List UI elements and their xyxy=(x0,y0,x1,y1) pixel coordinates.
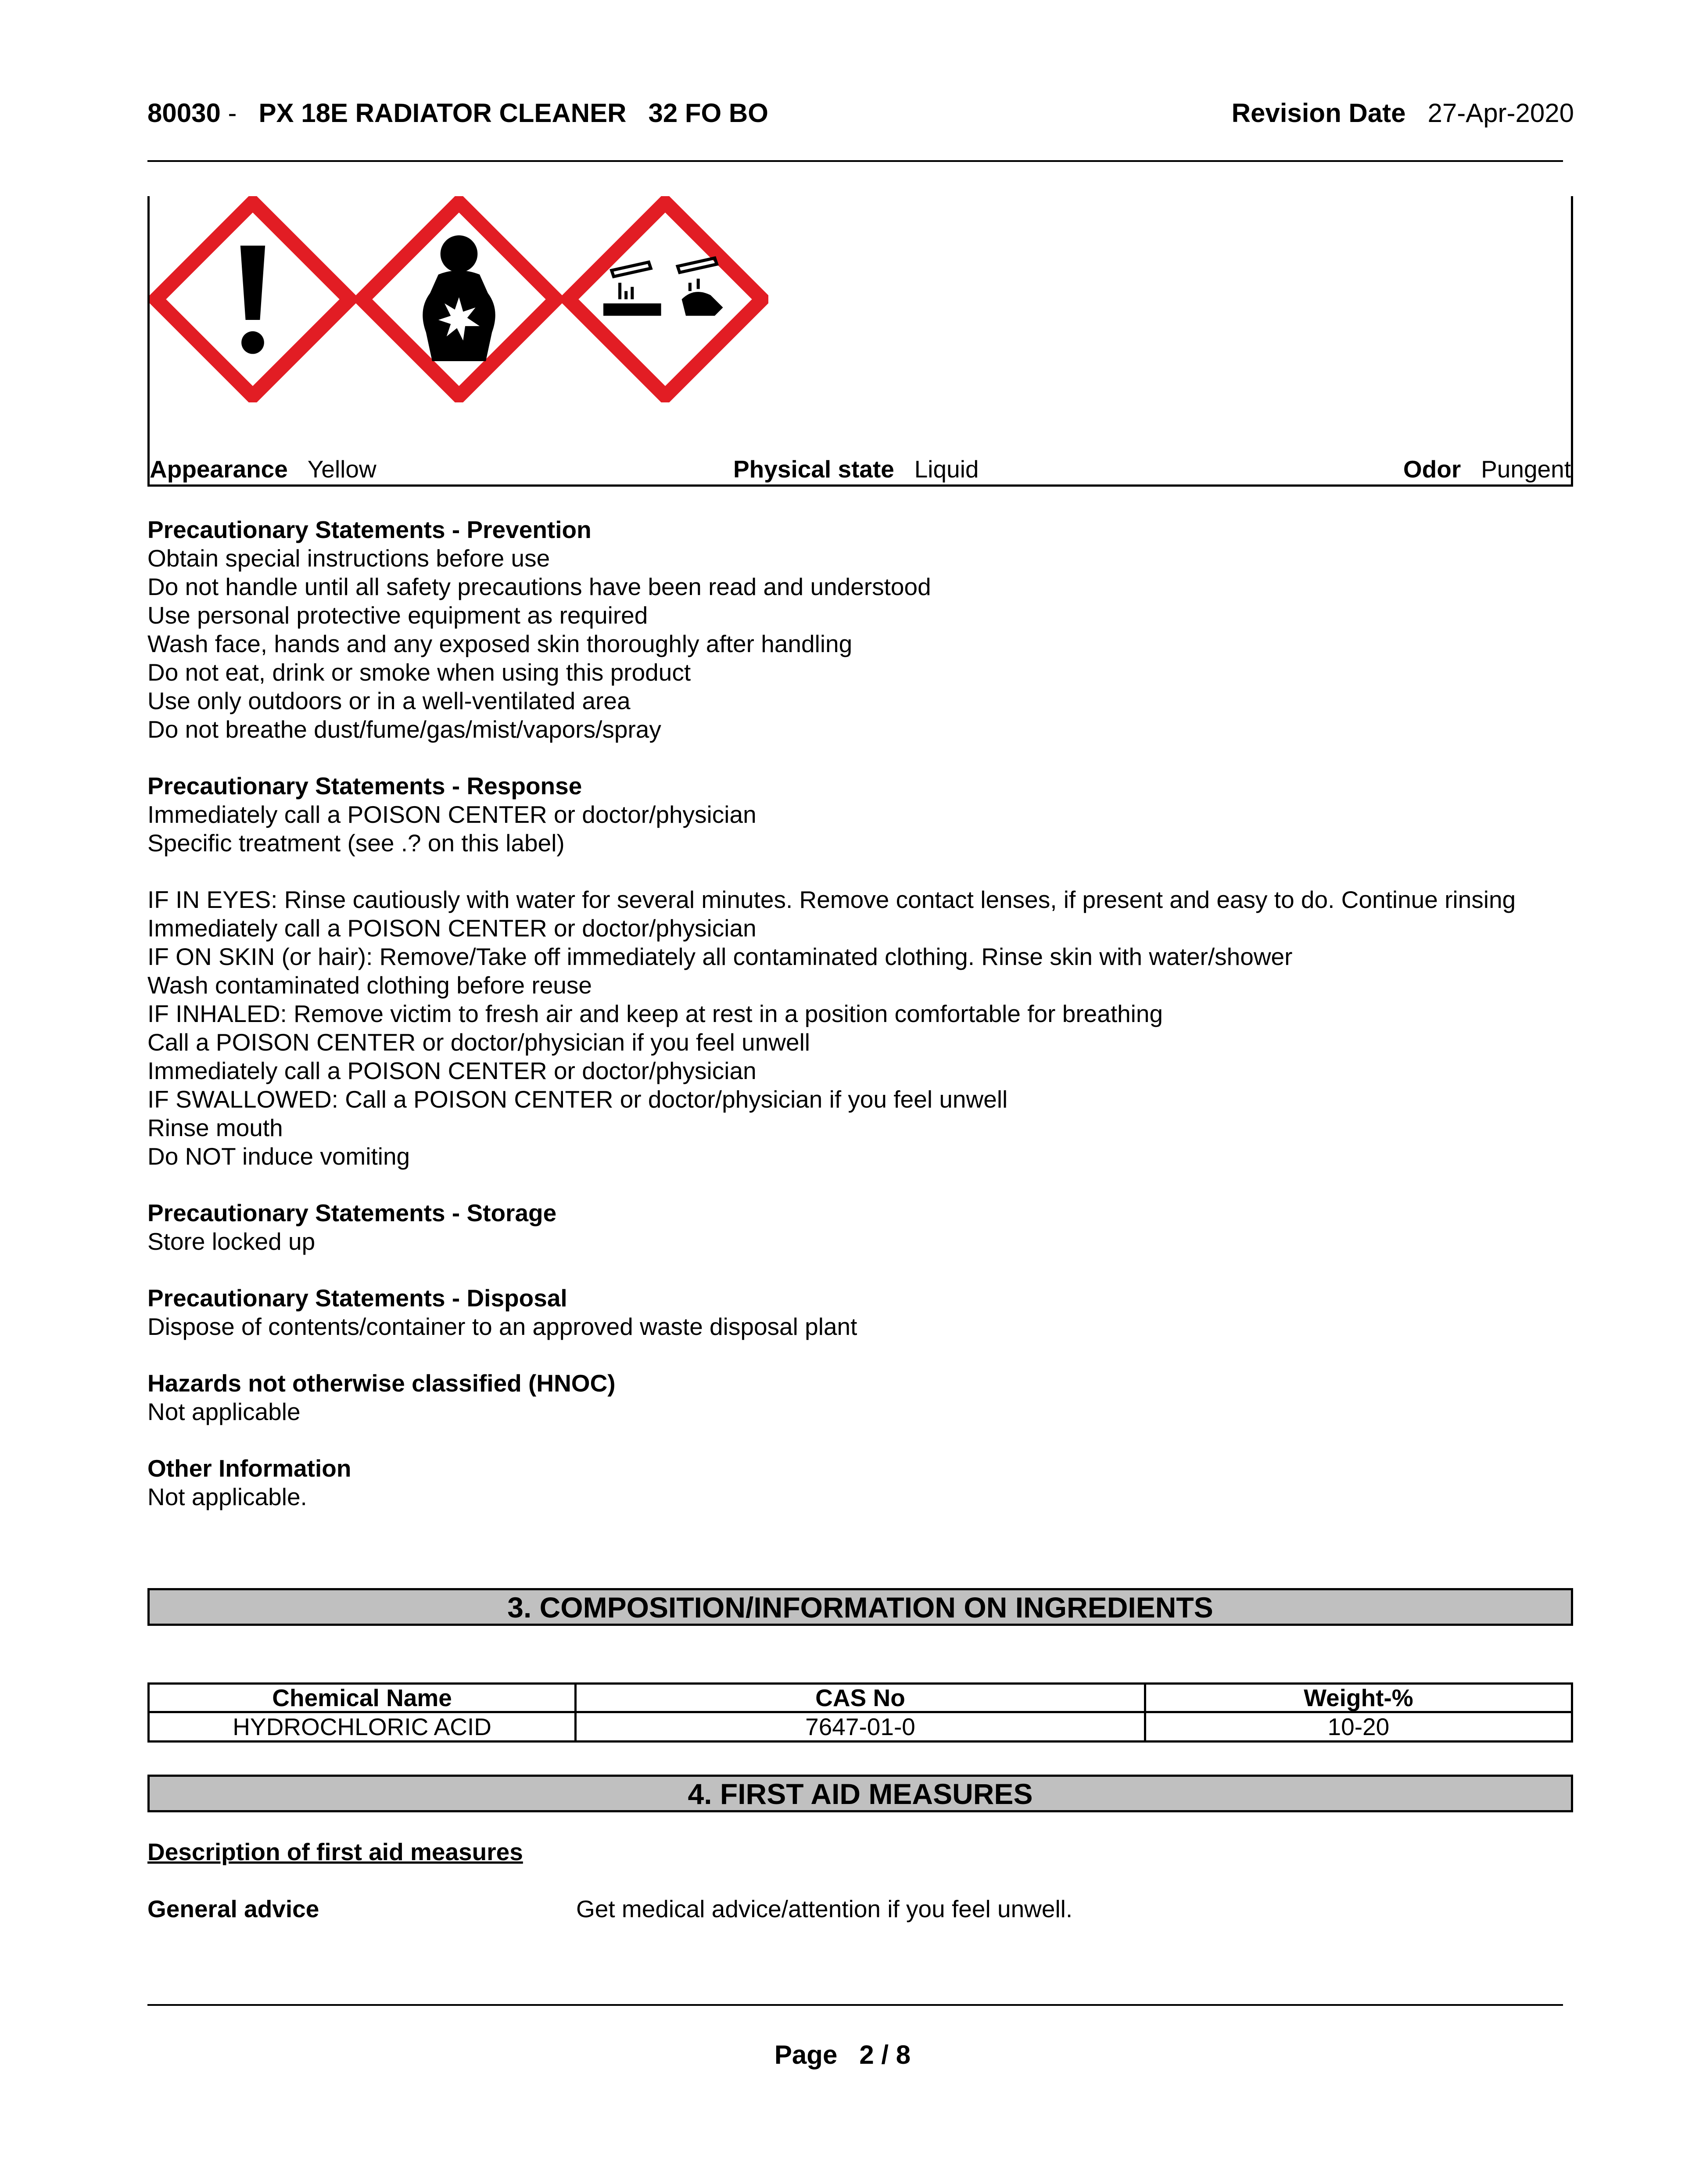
statement-line: Not applicable xyxy=(147,1398,301,1425)
section-title: Hazards not otherwise classified (HNOC) xyxy=(147,1370,616,1397)
statement-line: IF IN EYES: Rinse cautiously with water for several minutes. Remove contact lenses, if present and easy to do. Continue rinsing xyxy=(147,886,1516,913)
physical-state-value: Liquid xyxy=(914,455,979,483)
response-section xyxy=(147,772,1578,857)
exclamation-mark-icon xyxy=(150,196,356,402)
hazard-pictogram-box xyxy=(147,196,1573,487)
physical-state-property xyxy=(733,455,979,484)
product-code: 80030 xyxy=(147,98,221,128)
prevention-section xyxy=(147,516,1578,744)
section-title: Other Information xyxy=(147,1455,351,1482)
product-name: PX 18E RADIATOR CLEANER 32 FO BO xyxy=(258,98,768,128)
cas-number-cell: 7647-01-0 xyxy=(576,1712,1145,1742)
section-title: Precautionary Statements - Response xyxy=(147,772,582,800)
header-divider xyxy=(147,160,1563,162)
column-header: Chemical Name xyxy=(149,1684,576,1712)
odor-property xyxy=(1403,455,1571,484)
revision-label: Revision Date xyxy=(1231,98,1406,128)
statement-line: Do not breathe dust/fume/gas/mist/vapors/spray xyxy=(147,716,661,743)
general-advice-label: General advice xyxy=(147,1895,319,1922)
appearance-label: Appearance xyxy=(150,455,288,483)
column-header: Weight-% xyxy=(1145,1684,1572,1712)
footer-divider xyxy=(147,2004,1563,2006)
statement-line: Use only outdoors or in a well-ventilated area xyxy=(147,687,631,714)
weight-percent-cell: 10-20 xyxy=(1145,1712,1572,1742)
revision-date: 27-Apr-2020 xyxy=(1427,98,1574,128)
statement-line: Wash face, hands and any exposed skin thoroughly after handling xyxy=(147,630,853,657)
statement-line: Immediately call a POISON CENTER or doctor/physician xyxy=(147,801,756,828)
revision-info xyxy=(1232,99,1574,127)
corrosion-icon xyxy=(562,196,768,402)
statement-line: Dispose of contents/container to an approved waste disposal plant xyxy=(147,1313,857,1340)
appearance-property xyxy=(150,455,376,484)
page-label: Page xyxy=(774,2040,838,2069)
statement-line: Do NOT induce vomiting xyxy=(147,1143,410,1170)
first-aid-subtitle: Description of first aid measures xyxy=(147,1838,523,1865)
section-title: Precautionary Statements - Storage xyxy=(147,1199,557,1226)
document-header-product xyxy=(147,99,768,127)
hnoc-section xyxy=(147,1369,1578,1426)
odor-label: Odor xyxy=(1403,455,1461,483)
statement-line: Obtain special instructions before use xyxy=(147,545,550,572)
statement-line: Specific treatment (see .? on this label) xyxy=(147,829,565,857)
statement-line: Do not eat, drink or smoke when using this product xyxy=(147,659,691,686)
response-detail-section xyxy=(147,886,1578,1171)
storage-section xyxy=(147,1199,1578,1256)
statement-line: Store locked up xyxy=(147,1228,315,1255)
section-title: Precautionary Statements - Prevention xyxy=(147,516,592,543)
table-header-row xyxy=(149,1684,1572,1712)
statement-line: Immediately call a POISON CENTER or doctor/physician xyxy=(147,1057,756,1084)
statement-line: Do not handle until all safety precautions have been read and understood xyxy=(147,573,931,600)
statement-line: IF ON SKIN (or hair): Remove/Take off immediately all contaminated clothing. Rinse skin with water/shower xyxy=(147,943,1293,970)
general-advice-value: Get medical advice/attention if you feel unwell. xyxy=(576,1895,1073,1922)
statement-line: Use personal protective equipment as required xyxy=(147,602,648,629)
chemical-name-cell: HYDROCHLORIC ACID xyxy=(149,1712,576,1742)
statement-line: Rinse mouth xyxy=(147,1114,283,1141)
other-information-section xyxy=(147,1454,1578,1511)
section-4-header: 4. FIRST AID MEASURES xyxy=(147,1775,1573,1812)
statement-line: IF SWALLOWED: Call a POISON CENTER or doctor/physician if you feel unwell xyxy=(147,1086,1008,1113)
precautionary-statements xyxy=(147,516,1578,1539)
header-separator: - xyxy=(228,98,237,128)
statement-line: Wash contaminated clothing before reuse xyxy=(147,972,592,999)
odor-value: Pungent xyxy=(1481,455,1571,483)
statement-line: IF INHALED: Remove victim to fresh air and keep at rest in a position comfortable for breathing xyxy=(147,1000,1163,1027)
appearance-value: Yellow xyxy=(307,455,376,483)
health-hazard-icon xyxy=(356,196,562,402)
section-title: Precautionary Statements - Disposal xyxy=(147,1284,567,1312)
disposal-section xyxy=(147,1284,1578,1341)
physical-state-label: Physical state xyxy=(733,455,894,483)
statement-line: Not applicable. xyxy=(147,1483,307,1510)
column-header: CAS No xyxy=(576,1684,1145,1712)
section-3-header: 3. COMPOSITION/INFORMATION ON INGREDIENTS xyxy=(147,1588,1573,1626)
page-number xyxy=(0,2041,1685,2069)
page-value: 2 / 8 xyxy=(859,2040,911,2069)
statement-line: Call a POISON CENTER or doctor/physician if you feel unwell xyxy=(147,1029,810,1056)
statement-line: Immediately call a POISON CENTER or doctor/physician xyxy=(147,914,756,942)
table-row xyxy=(149,1712,1572,1742)
ingredients-table xyxy=(147,1682,1573,1743)
